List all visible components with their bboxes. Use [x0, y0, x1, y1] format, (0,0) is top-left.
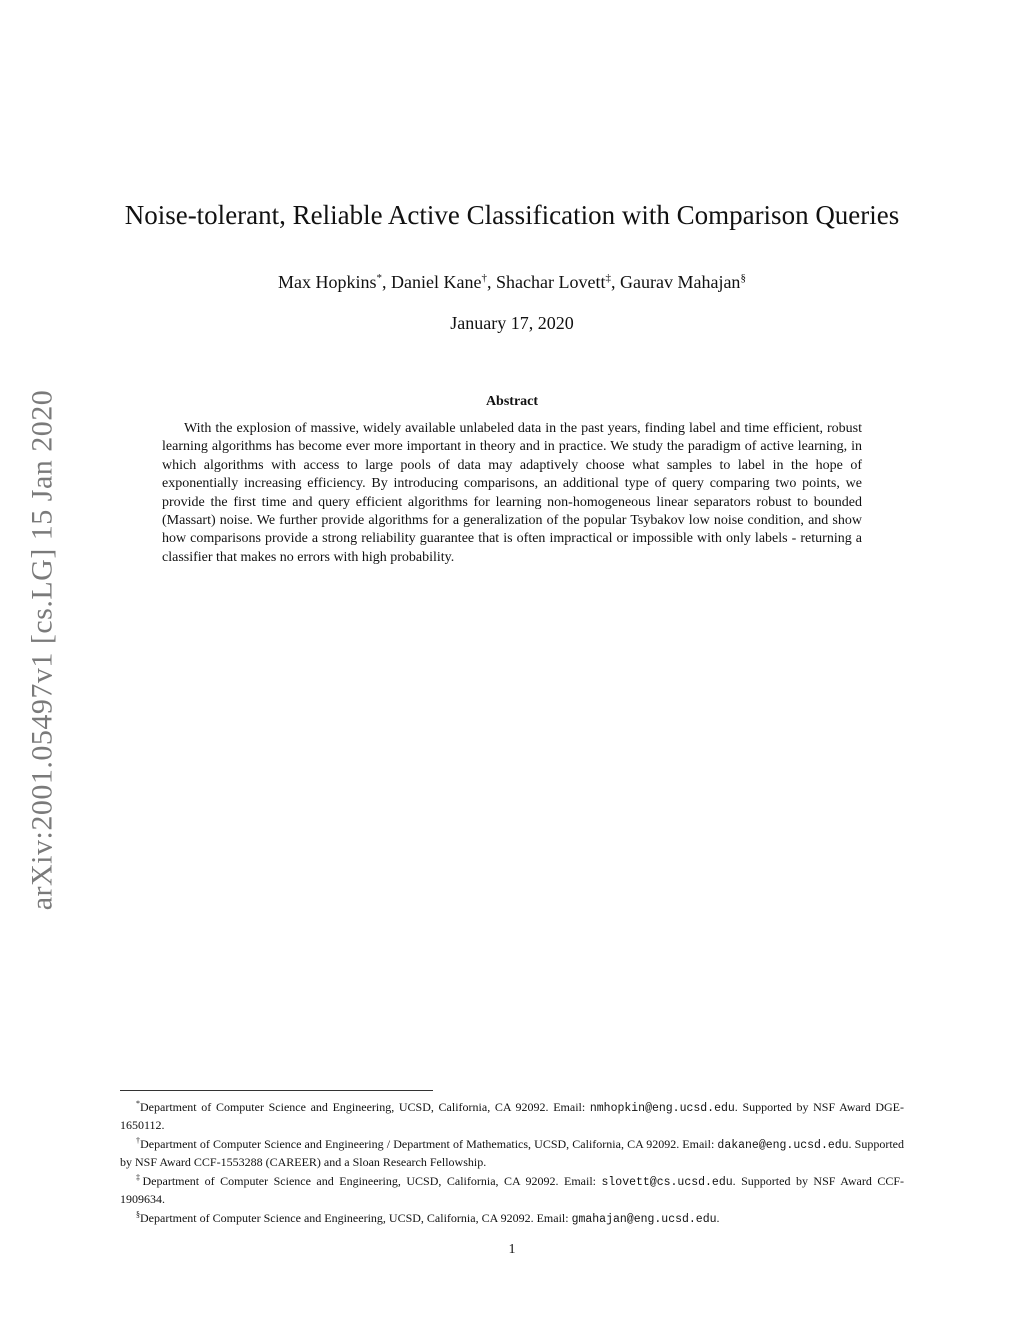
author-name: Gaurav Mahajan — [619, 272, 741, 292]
author-name: Daniel Kane — [391, 272, 482, 292]
page-number: 1 — [508, 1242, 516, 1257]
arxiv-identifier-stamp — [20, 360, 65, 940]
publication-date: January 17, 2020 — [450, 313, 574, 333]
author-footnote-mark[interactable]: § — [740, 272, 746, 284]
footnote-mark: ‡ — [136, 1173, 143, 1182]
footnote — [120, 1170, 904, 1207]
footnote-mark: * — [136, 1099, 140, 1108]
footnote-email[interactable]: gmahajan@eng.ucsd.edu — [571, 1213, 717, 1226]
author-name: Max Hopkins — [278, 272, 377, 292]
author-footnote-mark[interactable]: * — [376, 272, 383, 284]
footnote-affiliation: Department of Computer Science and Engineering, UCSD, California, CA 92092. Email: — [142, 1174, 602, 1188]
footnote-support: . Supported by NSF Award CCF-1553288 (CAREER) and a Sloan Research Fellowship. — [120, 1137, 904, 1169]
author-footnote-mark[interactable]: ‡ — [605, 272, 611, 284]
footnote-email[interactable]: dakane@eng.ucsd.edu — [717, 1139, 849, 1152]
footnote-support: . Supported by NSF Award CCF-1909634. — [120, 1174, 905, 1206]
footnote — [120, 1133, 904, 1170]
footnote — [120, 1207, 904, 1228]
footnote-email[interactable]: nmhopkin@eng.ucsd.edu — [589, 1102, 735, 1115]
footnote-affiliation: Department of Computer Science and Engineering / Department of Mathematics, UCSD, California, CA 92092. Email: — [140, 1137, 718, 1151]
author-separator: , — [382, 272, 392, 292]
author — [496, 272, 620, 292]
arxiv-identifier-text: arXiv:2001.05497v1 [cs.LG] 15 Jan 2020 — [25, 389, 59, 911]
author — [278, 272, 391, 292]
footnote-support: . — [716, 1211, 720, 1225]
footnote-divider — [120, 1090, 433, 1091]
author-separator: , — [610, 272, 620, 292]
author-footnote-mark[interactable]: † — [481, 272, 488, 284]
author-name: Shachar Lovett — [496, 272, 606, 292]
footnote-support: . Supported by NSF Award DGE-1650112. — [120, 1100, 904, 1132]
footnote — [120, 1096, 904, 1133]
author-list — [120, 272, 904, 293]
footnote-mark: † — [136, 1136, 141, 1145]
abstract-heading: Abstract — [485, 394, 539, 409]
author — [620, 272, 746, 292]
footnote-affiliation: Department of Computer Science and Engineering, UCSD, California, CA 92092. Email: — [140, 1100, 590, 1114]
footnote-email[interactable]: slovett@cs.ucsd.edu — [601, 1176, 733, 1189]
author-separator: , — [487, 272, 497, 292]
abstract-body: With the explosion of massive, widely available unlabeled data in the past years, finding label and time efficient, robust learning algorithms has become ever more important in theory and in practice. We study the paradigm of active learning, in which algorithms with access to large pools of data may adaptively choose what samples to label in the hope of exponentially increasing efficiency. By introducing comparisons, an additional type of query comparing two points, we provide the first time and query efficient algorithms for learning non-homogeneous linear separators robust to bounded (Massart) noise. We further provide algorithms for a generalization of the popular Tsybakov low noise condition, and show how comparisons provide a strong reliability guarantee that is often impractical or impossible with only labels - returning a classifier that makes no errors with high probability. — [162, 421, 862, 565]
footnotes — [120, 1096, 904, 1228]
author — [391, 272, 496, 292]
paper-title: Noise-tolerant, Reliable Active Classification with Comparison Queries — [124, 200, 900, 231]
footnote-affiliation: Department of Computer Science and Engineering, UCSD, California, CA 92092. Email: — [140, 1211, 572, 1225]
footnote-mark: § — [136, 1210, 140, 1219]
